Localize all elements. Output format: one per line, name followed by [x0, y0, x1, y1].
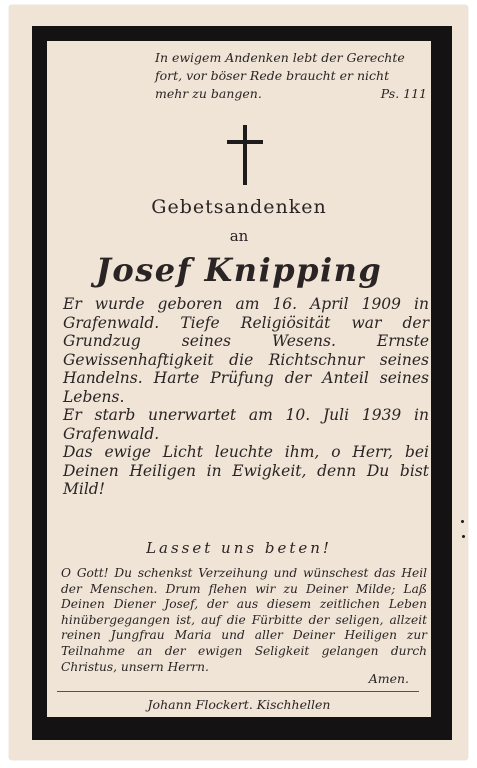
- epigraph-line-text: mehr zu bangen.: [155, 86, 262, 101]
- epigraph-line: fort, vor böser Rede braucht er nicht: [155, 68, 390, 83]
- card-content: [47, 41, 431, 717]
- cross-icon: [227, 125, 263, 185]
- card-title: Gebetsandenken: [151, 196, 327, 218]
- biography-paragraph: Er wurde geboren am 16. April 1909 in Grafenwald. Tiefe Religiösität war der Grundzug seines Wesens. Ernste Gewissenhaftigkeit die Richtschnur seines Handelns. Harte Prüfung der Anteil seines Lebens.: [63, 295, 429, 406]
- biography-paragraph: Das ewige Licht leuchte ihm, o Herr, bei Deinen Heiligen in Ewigkeit, denn Du bist Mild!: [63, 443, 429, 498]
- prayer-amen: Amen.: [368, 671, 409, 686]
- preposition: an: [229, 227, 249, 245]
- printer-imprint: Johann Flockert. Kischhellen: [147, 697, 331, 712]
- epigraph: [155, 49, 427, 103]
- prayer-title: Lasset uns beten!: [146, 539, 332, 557]
- epigraph-line: In ewigem Andenken lebt der Gerechte: [155, 50, 405, 65]
- prayer-text: [61, 566, 427, 675]
- deceased-name: Josef Knipping: [95, 251, 383, 289]
- biography-paragraph: Er starb unerwartet am 10. Juli 1939 in Grafenwald.: [63, 406, 429, 443]
- divider: [57, 691, 419, 692]
- speck: [461, 520, 464, 523]
- speck: [462, 535, 465, 538]
- biography: [63, 295, 429, 499]
- prayer-paragraph: O Gott! Du schenkst Verzeihung und wünschest das Heil der Menschen. Drum flehen wir zu Deiner Milde; Laß Deinen Diener Josef, der aus diesem zeitlichen Leben hinübergegangen ist, auf die Fürbitte der seligen, allzeit reinen Jungfrau Maria und aller Deiner Heiligen zur Teilnahme an der ewigen Seligkeit gelangen durch Christus, unsern Herrn.: [61, 566, 427, 674]
- epigraph-reference: Ps. 111: [380, 86, 427, 101]
- epigraph-line-last: [155, 85, 427, 103]
